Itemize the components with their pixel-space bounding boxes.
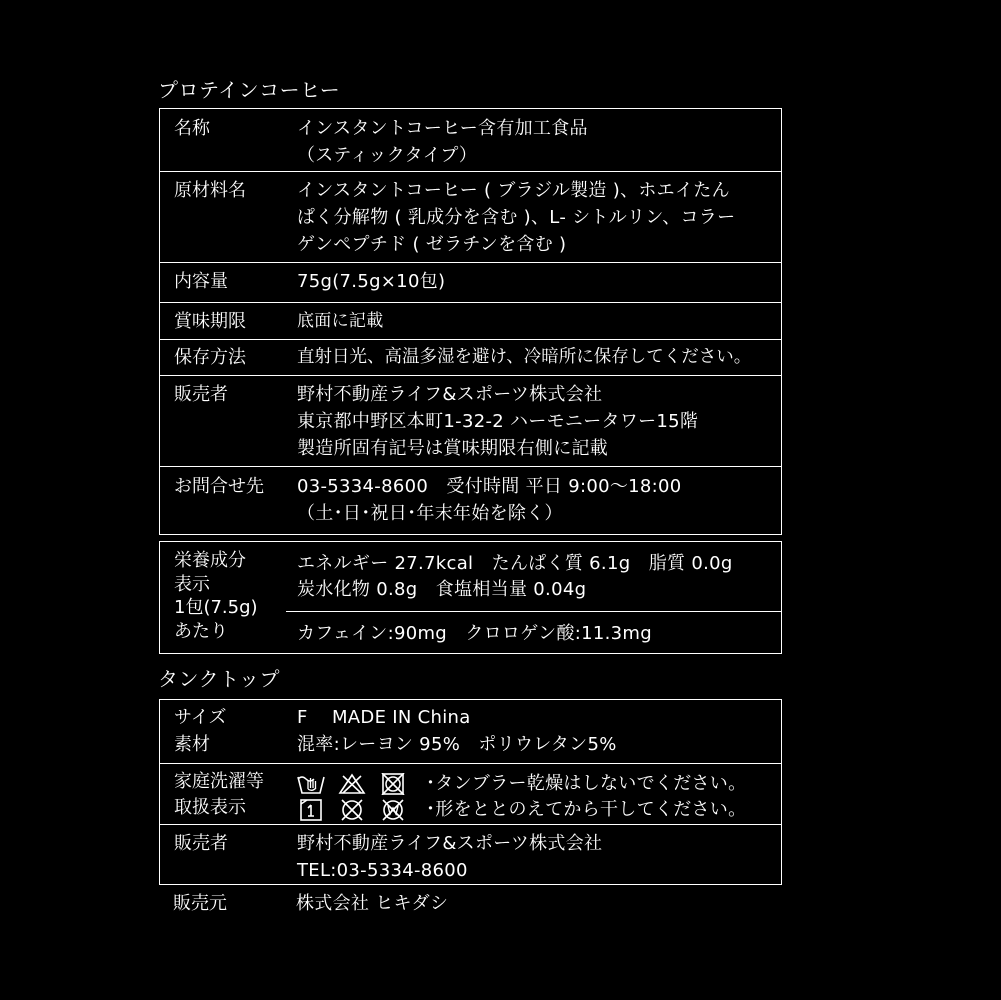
- row-label: 家庭洗濯等 取扱表示: [174, 771, 264, 818]
- row-value: 直射日光、高温多湿を避け、冷暗所に保存してください。: [297, 347, 752, 367]
- nutrition-values: エネルギー 27.7kcal たんぱく質 6.1g 脂質 0.0g 炭水化物 0.8g 食塩相当量 0.04g: [297, 553, 733, 600]
- care-note-2: ･形をととのえてから干してください。: [426, 799, 747, 820]
- row-care: [160, 764, 781, 825]
- section-title-protein-coffee: プロテインコーヒー: [158, 78, 341, 102]
- row-label: サイズ 素材: [174, 707, 227, 755]
- care-note-1: ･タンブラー乾燥はしないでください。: [426, 773, 747, 794]
- row-value: 野村不動産ライフ&スポーツ株式会社 TEL:03-5334-8600: [297, 833, 603, 881]
- no-bleach-icon: [338, 773, 366, 795]
- line-dry-icon: [297, 799, 325, 821]
- care-icons-row-2: [297, 796, 746, 823]
- section-title-tank-top: タンクトップ: [158, 667, 280, 691]
- row-value: インスタントコーヒー ( ブラジル製造 )、ホエイたん ぱく分解物 ( 乳成分を含む )、L- シトルリン、コラー ゲンペプチド ( ゼラチンを含む ): [297, 180, 736, 255]
- protein-coffee-table: [159, 108, 782, 535]
- row-tank-seller: [160, 825, 781, 884]
- row-value: 75g(7.5g×10包): [297, 271, 446, 292]
- row-contact: [160, 467, 781, 534]
- tank-top-table: [159, 699, 782, 885]
- row-value: 03-5334-8600 受付時間 平日 9:00～18:00 （土･日･祝日･年末年始を除く）: [297, 476, 682, 524]
- nutrition-table: [159, 541, 782, 654]
- row-ingredients: [160, 172, 781, 263]
- row-label: 内容量: [174, 271, 228, 292]
- row-label: 販売者: [174, 833, 228, 854]
- row-value: インスタントコーヒー含有加工食品 （スティックタイプ）: [297, 118, 588, 166]
- care-icons-row-1: [297, 770, 746, 797]
- row-distributor: [159, 890, 782, 930]
- row-content-amount: [160, 263, 781, 303]
- hand-wash-icon: [297, 773, 325, 795]
- row-label: 名称: [174, 118, 210, 139]
- no-tumble-dry-icon: [379, 773, 407, 795]
- row-value: F MADE IN China 混率:レーヨン 95% ポリウレタン5%: [297, 707, 617, 755]
- row-label: 賞味期限: [174, 311, 246, 332]
- row-label: お問合せ先: [174, 476, 264, 497]
- no-dry-clean-icon: [338, 799, 366, 821]
- row-value: 野村不動産ライフ&スポーツ株式会社 東京都中野区本町1-32-2 ハーモニータワー15階 製造所固有記号は賞味期限右側に記載: [297, 384, 699, 459]
- row-seller: [160, 376, 781, 467]
- nutrition-divider: [286, 611, 781, 612]
- nutrition-label: 栄養成分 表示 1包(7.5g) あたり: [174, 550, 258, 642]
- row-label: 保存方法: [174, 347, 246, 368]
- row-value: 底面に記載: [297, 311, 384, 331]
- row-label: 販売元: [173, 893, 227, 914]
- row-best-before: [160, 303, 781, 340]
- no-wet-clean-icon: [379, 799, 407, 821]
- row-label: 原材料名: [174, 180, 246, 201]
- row-size-material: [160, 700, 781, 764]
- row-label: 販売者: [174, 384, 228, 405]
- row-name: [160, 109, 781, 172]
- row-storage: [160, 340, 781, 376]
- nutrition-caffeine: カフェイン:90mg クロロゲン酸:11.3mg: [297, 623, 652, 644]
- row-value: 株式会社 ヒキダシ: [296, 893, 449, 914]
